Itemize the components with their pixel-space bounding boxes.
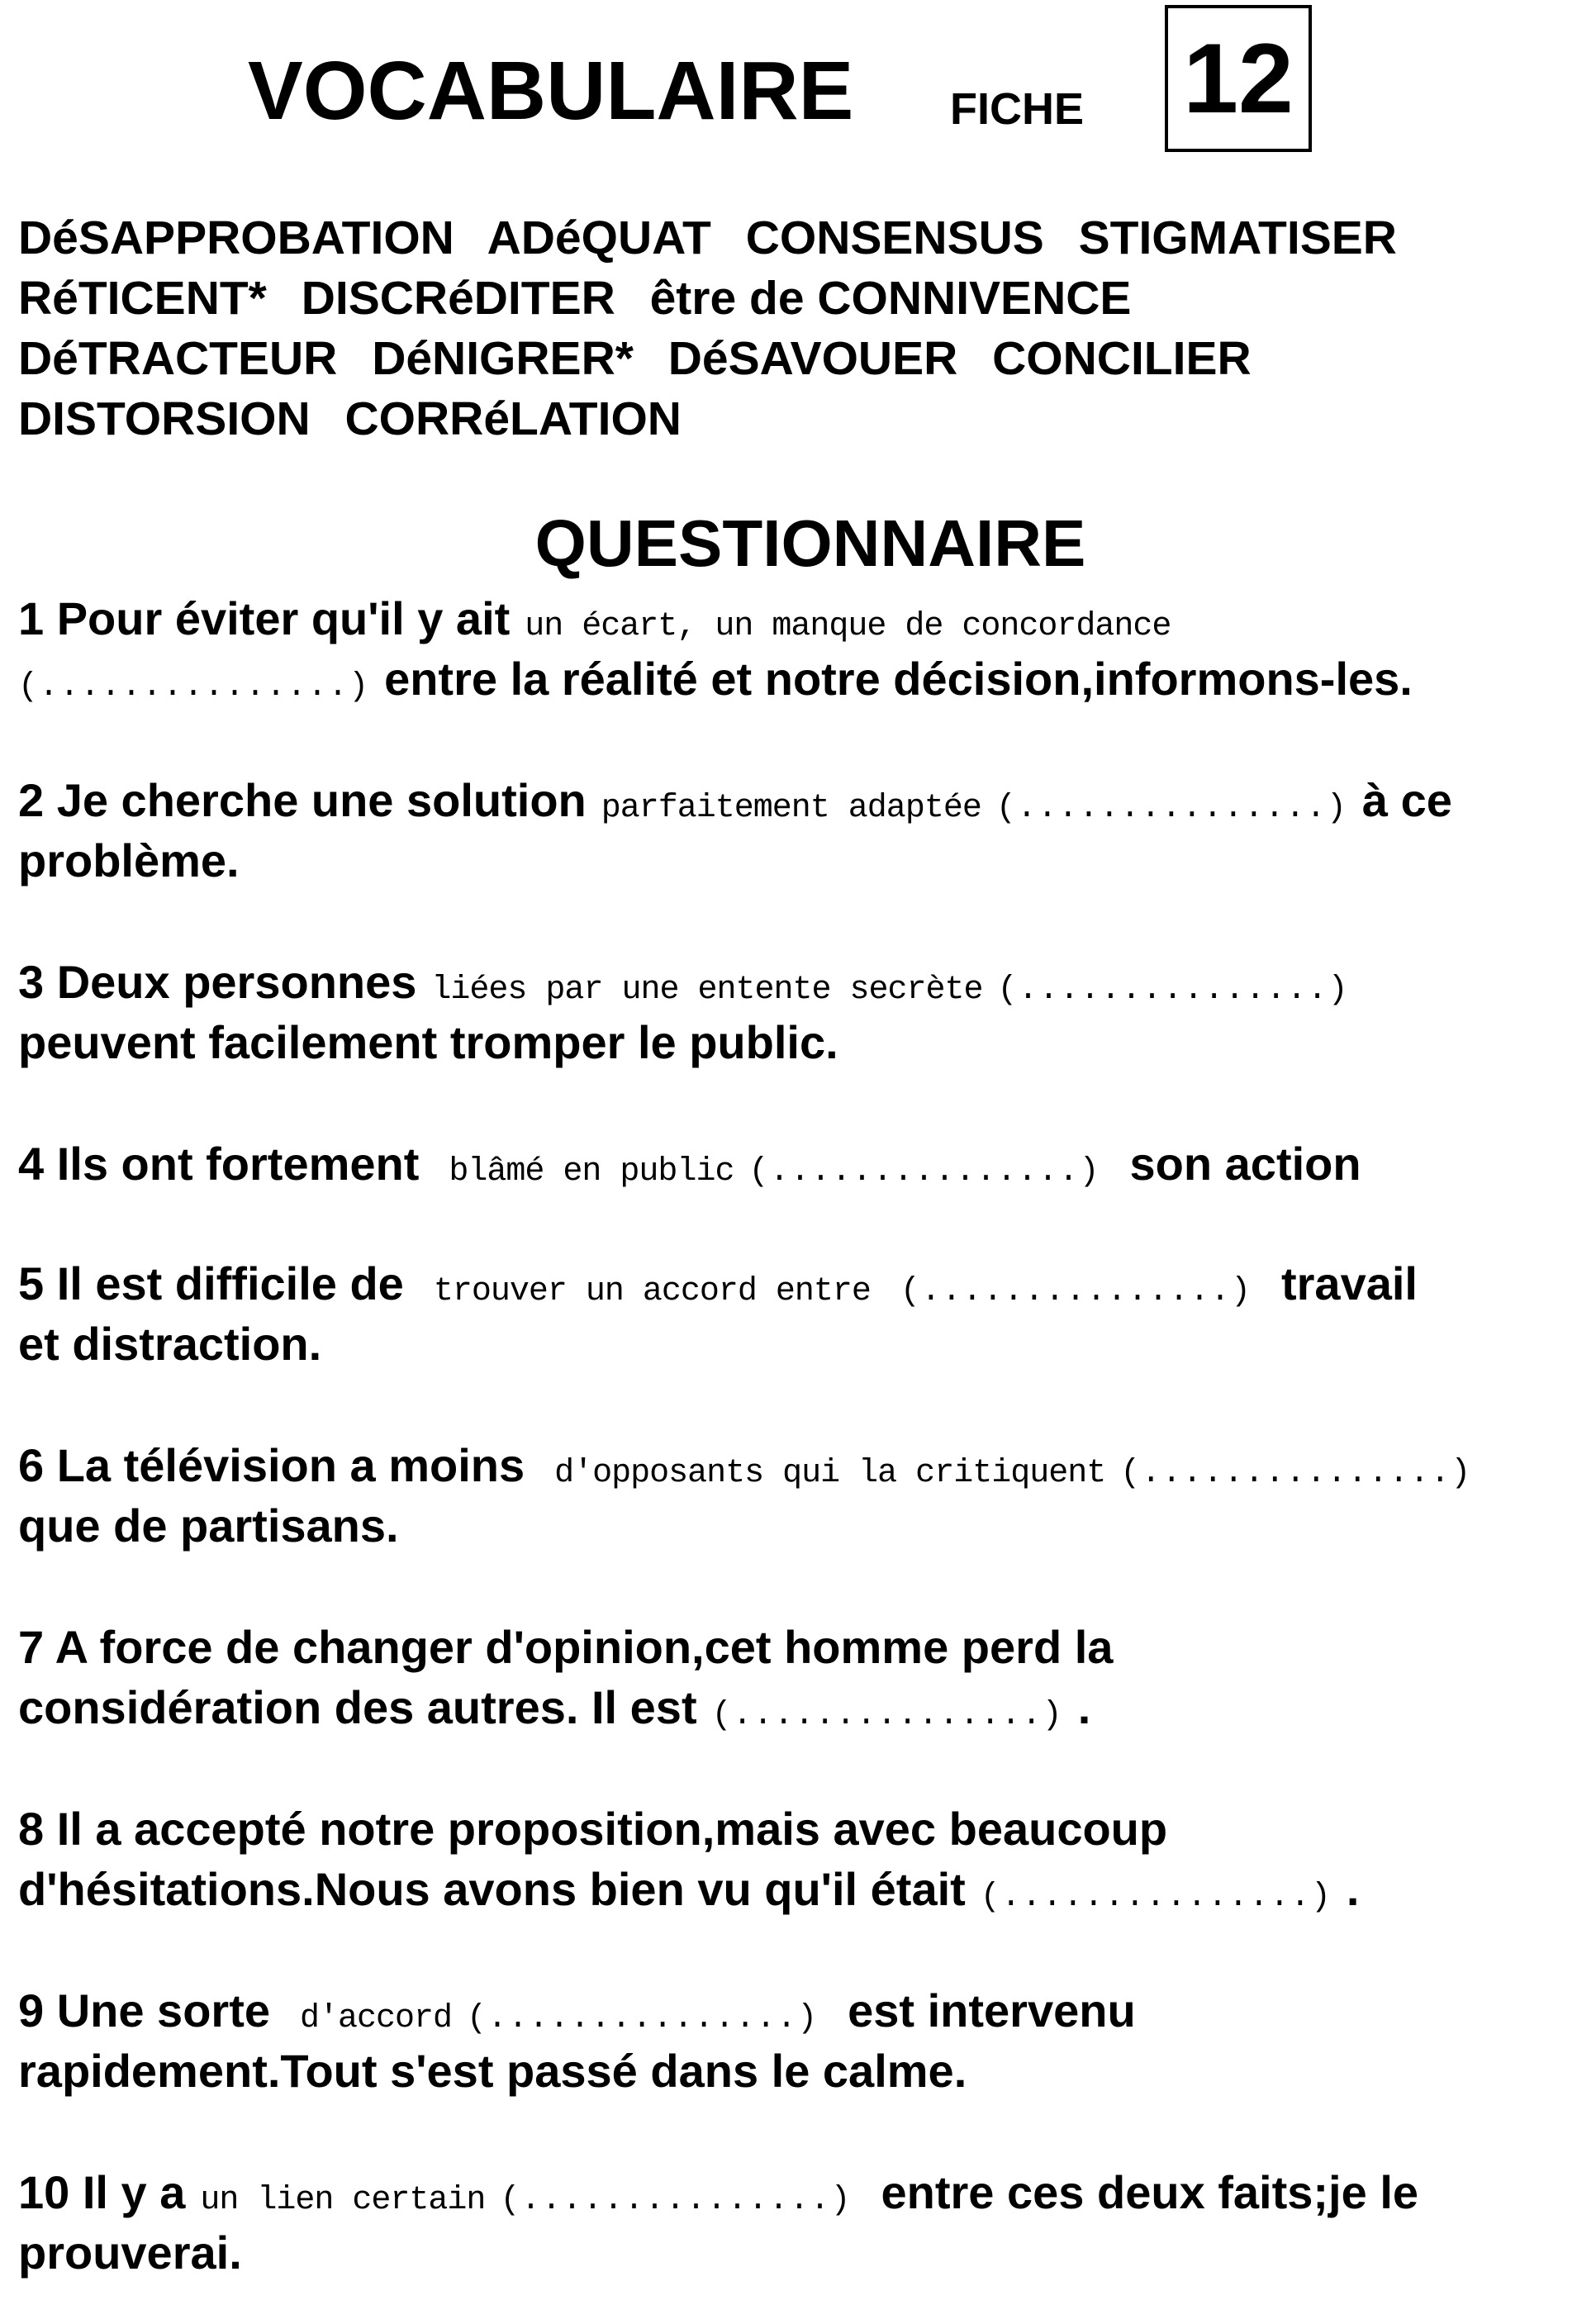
question-hint: d'accord	[300, 2000, 453, 2037]
question-text: à ce	[1361, 774, 1452, 826]
question-line	[18, 2162, 1579, 2222]
question-line	[18, 1617, 1579, 1677]
question-hint: trouver un accord entre	[433, 1273, 871, 1310]
question-text: 1 Pour éviter qu'il y ait	[18, 592, 511, 644]
vocabulary-word: DISTORSION	[18, 392, 311, 445]
worksheet-title: VOCABULAIRE	[248, 45, 854, 137]
question-text: 9 Une sorte	[18, 1984, 270, 2036]
question-9	[18, 1980, 1579, 2101]
question-text: que de partisans.	[18, 1499, 399, 1552]
question-hint: un écart, un manque de concordance	[525, 608, 1171, 645]
question-text: 2 Je cherche une solution	[18, 774, 587, 826]
answer-blank[interactable]: (...............)	[748, 1153, 1100, 1191]
question-3	[18, 952, 1579, 1072]
vocabulary-word: DéSAPPROBATION	[18, 211, 454, 264]
question-text: 7 A force de changer d'opinion,cet homme perd la	[18, 1621, 1114, 1673]
question-text: et distraction.	[18, 1318, 322, 1370]
question-text: 5 Il est difficile de	[18, 1257, 404, 1309]
vocabulary-word: RéTICENT*	[18, 272, 267, 325]
answer-blank[interactable]: (...............)	[1120, 1455, 1472, 1492]
question-text: entre ces deux faits;je le	[881, 2166, 1419, 2218]
worksheet-header	[0, 0, 1596, 165]
question-text: 3 Deux personnes	[18, 956, 417, 1008]
question-10	[18, 2162, 1579, 2283]
answer-blank[interactable]: (...............)	[997, 972, 1349, 1009]
vocabulary-word: CONSENSUS	[745, 211, 1044, 264]
vocabulary-word: DéSAVOUER	[667, 332, 958, 385]
vocabulary-word: DéTRACTEUR	[18, 332, 338, 385]
question-text: 4 Ils ont fortement	[18, 1138, 420, 1190]
question-text: .	[1077, 1681, 1091, 1733]
question-6	[18, 1435, 1579, 1556]
question-line	[18, 770, 1579, 830]
question-text: considération des autres. Il est	[18, 1681, 697, 1733]
question-line	[18, 1012, 1579, 1072]
question-line	[18, 2041, 1579, 2101]
vocabulary-word: CORRéLATION	[344, 392, 682, 445]
vocabulary-word: STIGMATISER	[1078, 211, 1397, 264]
question-line	[18, 1495, 1579, 1556]
fiche-number: 12	[1183, 23, 1294, 134]
question-1	[18, 588, 1579, 709]
answer-blank[interactable]: (...............)	[711, 1697, 1063, 1734]
vocabulary-word: DISCRéDITER	[301, 272, 615, 325]
question-text: 10 Il y a	[18, 2166, 186, 2218]
question-line	[18, 2222, 1579, 2283]
question-line	[18, 1859, 1579, 1919]
vocabulary-list	[18, 208, 1579, 449]
question-5	[18, 1253, 1579, 1374]
question-hint: liées par une entente secrète	[431, 972, 983, 1009]
answer-blank[interactable]: (...............)	[18, 668, 370, 706]
question-text: est intervenu	[848, 1984, 1136, 2036]
question-text: 8 Il a accepté notre proposition,mais avec beaucoup	[18, 1803, 1168, 1855]
question-4	[18, 1133, 1579, 1194]
question-text: d'hésitations.Nous avons bien vu qu'il était	[18, 1863, 966, 1915]
question-text: rapidement.Tout s'est passé dans le calme.	[18, 2045, 967, 2097]
question-2	[18, 770, 1579, 891]
question-text: travail	[1280, 1257, 1418, 1309]
question-text: 6 La télévision a moins	[18, 1439, 525, 1491]
fiche-number-box	[1165, 5, 1312, 152]
question-line	[18, 1314, 1579, 1374]
question-text: peuvent facilement tromper le public.	[18, 1016, 838, 1068]
answer-blank[interactable]: (...............)	[467, 2000, 819, 2037]
question-line	[18, 1253, 1579, 1314]
answer-blank[interactable]: (...............)	[500, 2182, 852, 2219]
fiche-label: FICHE	[950, 84, 1084, 134]
question-text: prouverai.	[18, 2227, 242, 2279]
question-hint: blâmé en public	[449, 1153, 734, 1191]
vocabulary-word: ADéQUAT	[487, 211, 711, 264]
question-text: son action	[1129, 1138, 1361, 1190]
question-line	[18, 1799, 1579, 1859]
question-8	[18, 1799, 1579, 1919]
vocabulary-line	[18, 389, 1579, 449]
answer-blank[interactable]: (...............)	[995, 790, 1347, 827]
answer-blank[interactable]: (...............)	[900, 1273, 1252, 1310]
question-line	[18, 952, 1579, 1012]
vocabulary-word: CONCILIER	[992, 332, 1252, 385]
question-line	[18, 649, 1579, 709]
questionnaire-title: QUESTIONNAIRE	[534, 506, 1086, 580]
question-text: problème.	[18, 834, 240, 886]
question-7	[18, 1617, 1579, 1737]
question-line	[18, 588, 1579, 649]
question-text: .	[1346, 1863, 1360, 1915]
question-hint: parfaitement adaptée	[601, 790, 981, 827]
answer-blank[interactable]: (...............)	[980, 1879, 1332, 1916]
vocabulary-line	[18, 208, 1579, 269]
question-line	[18, 1677, 1579, 1737]
question-hint: d'opposants qui la critiquent	[554, 1455, 1106, 1492]
question-line	[18, 1435, 1579, 1495]
vocabulary-word: DéNIGRER*	[372, 332, 634, 385]
vocabulary-word: être de CONNIVENCE	[649, 272, 1132, 325]
question-line	[18, 1133, 1579, 1194]
question-hint: un lien certain	[200, 2182, 486, 2219]
vocabulary-line	[18, 269, 1579, 329]
vocabulary-line	[18, 329, 1579, 389]
question-line	[18, 830, 1579, 891]
question-text: entre la réalité et notre décision,informons-les.	[384, 653, 1413, 705]
question-line	[18, 1980, 1579, 2041]
